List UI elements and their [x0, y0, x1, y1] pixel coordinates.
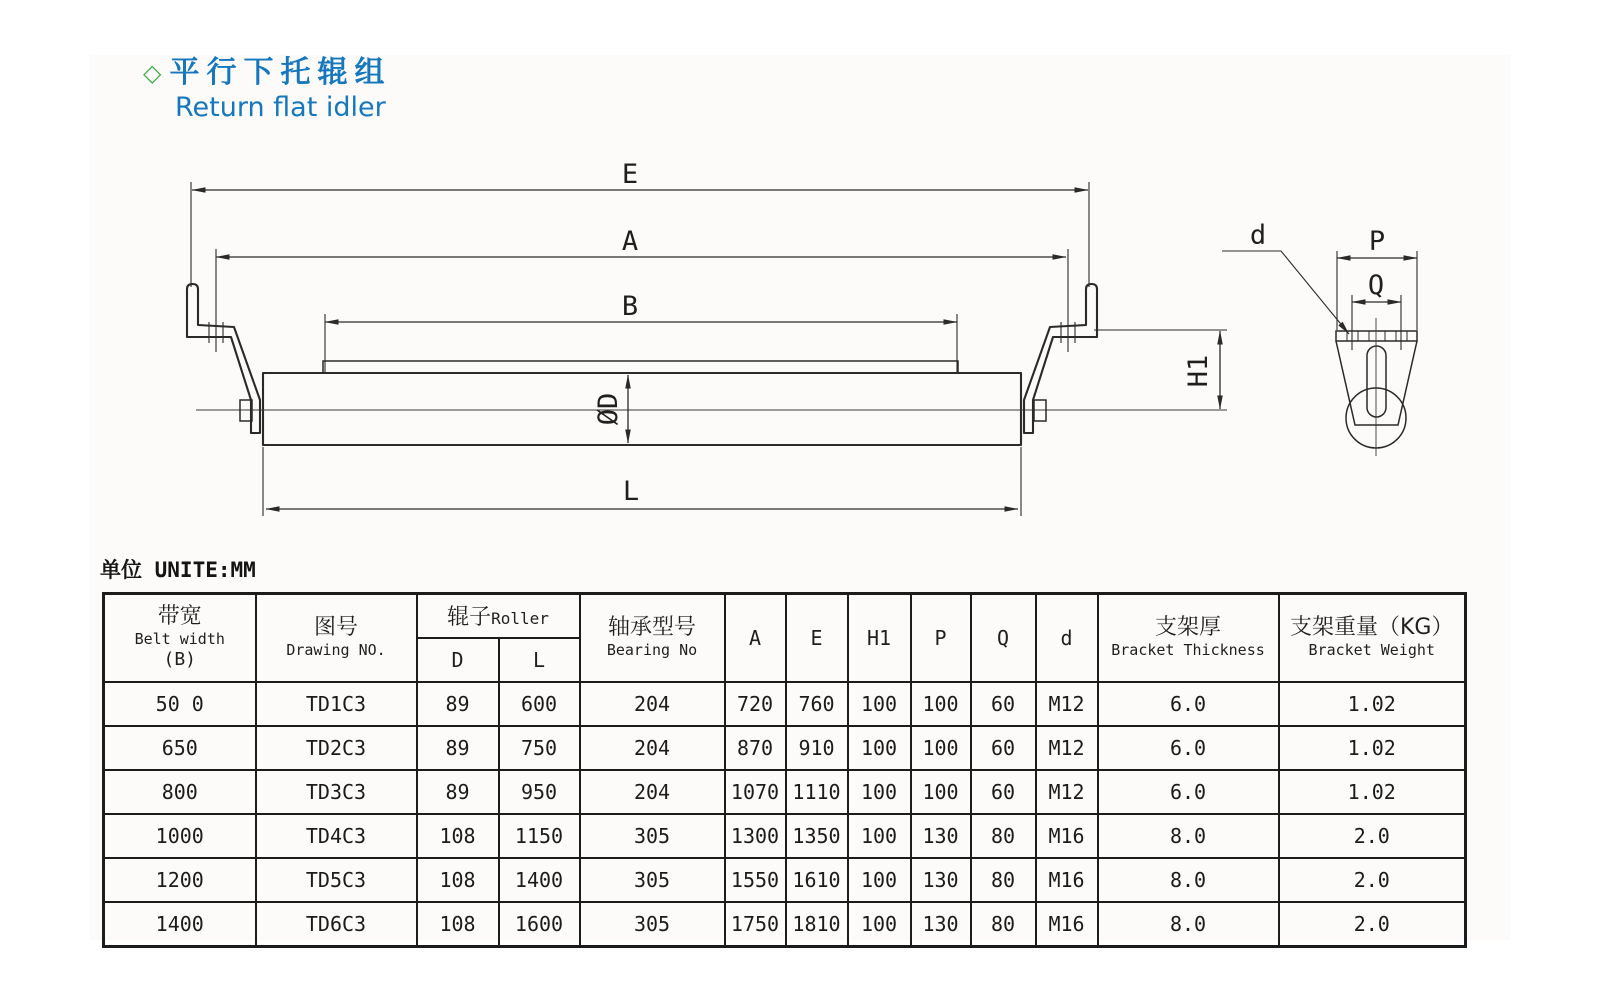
cell: 1300 [725, 814, 786, 858]
belt-width-sub: (B) [163, 649, 196, 671]
col-header-belt-width [104, 594, 256, 682]
cell: 80 [971, 858, 1036, 902]
bearing-en: Bearing No [606, 641, 698, 660]
spec-table [102, 592, 1467, 948]
cell: 100 [911, 682, 971, 726]
cell: 60 [971, 770, 1036, 814]
cell: 1.02 [1279, 770, 1466, 814]
cell: 108 [417, 814, 499, 858]
belt-width-en: Belt width [134, 630, 225, 649]
table-row [104, 814, 1466, 858]
cell: 1750 [725, 902, 786, 947]
table-row [104, 770, 1466, 814]
cell: M16 [1036, 858, 1098, 902]
cell: 2.0 [1279, 902, 1466, 947]
cell: 100 [848, 814, 911, 858]
col-header-bearing [580, 594, 725, 682]
unit-note: 单位 UNITE:MM [100, 558, 256, 582]
cell: 60 [971, 726, 1036, 770]
cell: 130 [911, 902, 971, 947]
cell: 1070 [725, 770, 786, 814]
right-axle-nut [1034, 400, 1046, 421]
cell: 305 [580, 814, 725, 858]
cell: TD2C3 [256, 726, 417, 770]
table-header [104, 594, 1466, 682]
dim-label-Q: Q [1367, 270, 1385, 301]
cell: 1810 [786, 902, 848, 947]
cell: 950 [499, 770, 580, 814]
dim-label-H1: H1 [1183, 354, 1214, 388]
page-title-zh: 平行下托辊组 [169, 55, 392, 90]
diamond-icon: ◇ [143, 59, 162, 87]
cell: 6.0 [1098, 682, 1279, 726]
bearing-zh: 轴承型号 [607, 615, 696, 641]
cell: TD3C3 [256, 770, 417, 814]
drawing-no-en: Drawing NO. [286, 641, 386, 660]
cell: 6.0 [1098, 726, 1279, 770]
belt-strip [323, 361, 958, 373]
col-header-roller-L: L [499, 638, 580, 682]
weight-en: Bracket Weight [1308, 641, 1435, 660]
thickness-en: Bracket Thickness [1111, 641, 1265, 660]
cell: TD1C3 [256, 682, 417, 726]
cell: 100 [848, 726, 911, 770]
table-row [104, 902, 1466, 947]
cell: M12 [1036, 726, 1098, 770]
cell: 130 [911, 858, 971, 902]
belt-width-zh: 带宽 [157, 604, 202, 630]
side-plate-hatch [1347, 331, 1407, 341]
cell: 1110 [786, 770, 848, 814]
cell: 1150 [499, 814, 580, 858]
cell: 800 [104, 770, 256, 814]
cell: 1400 [104, 902, 256, 947]
cell: 50 0 [104, 682, 256, 726]
page-title-en: Return flat idler [175, 92, 386, 123]
cell: 1.02 [1279, 726, 1466, 770]
cell: 130 [911, 814, 971, 858]
cell: 100 [911, 770, 971, 814]
cell: 1600 [499, 902, 580, 947]
dim-label-B: B [621, 291, 639, 322]
col-header-roller-D: D [417, 638, 499, 682]
leader-line-d [1222, 251, 1349, 334]
cell: TD5C3 [256, 858, 417, 902]
col-header-P: P [911, 594, 971, 682]
cell: TD4C3 [256, 814, 417, 858]
side-bolt-slot [1367, 346, 1386, 417]
cell: 720 [725, 682, 786, 726]
weight-zh: 支架重量（KG） [1290, 615, 1454, 641]
cell: 760 [786, 682, 848, 726]
cell: 60 [971, 682, 1036, 726]
cell: 1400 [499, 858, 580, 902]
cell: 305 [580, 902, 725, 947]
cell: 1200 [104, 858, 256, 902]
left-bracket [187, 284, 260, 433]
cell: 100 [911, 726, 971, 770]
dim-label-L: L [622, 476, 640, 507]
cell: 204 [580, 682, 725, 726]
table-body [104, 682, 1466, 947]
col-header-Q: Q [971, 594, 1036, 682]
drawing-no-zh: 图号 [313, 615, 358, 641]
cell: 1610 [786, 858, 848, 902]
right-bracket [1024, 284, 1097, 433]
col-header-drawing-no [256, 594, 417, 682]
table-row [104, 726, 1466, 770]
col-header-roller [417, 594, 580, 638]
cell: 100 [848, 858, 911, 902]
cell: 89 [417, 726, 499, 770]
cell: 8.0 [1098, 814, 1279, 858]
cell: 1.02 [1279, 682, 1466, 726]
spec-table-wrap [102, 592, 1467, 948]
dim-label-D: ØD [593, 392, 624, 426]
col-header-d: d [1036, 594, 1098, 682]
cell: 80 [971, 902, 1036, 947]
col-header-A: A [725, 594, 786, 682]
cell: 100 [848, 770, 911, 814]
cell: 2.0 [1279, 814, 1466, 858]
cell: 204 [580, 726, 725, 770]
cell: M12 [1036, 770, 1098, 814]
cell: TD6C3 [256, 902, 417, 947]
cell: 910 [786, 726, 848, 770]
dim-label-E: E [621, 159, 639, 190]
col-header-thickness [1098, 594, 1279, 682]
col-header-weight [1279, 594, 1466, 682]
cell: 6.0 [1098, 770, 1279, 814]
dim-label-A: A [621, 226, 639, 257]
cell: 750 [499, 726, 580, 770]
cell: 108 [417, 858, 499, 902]
cell: 1000 [104, 814, 256, 858]
cell: 8.0 [1098, 902, 1279, 947]
cell: 2.0 [1279, 858, 1466, 902]
cell: M12 [1036, 682, 1098, 726]
cell: 1350 [786, 814, 848, 858]
dim-label-P: P [1368, 226, 1386, 257]
cell: 108 [417, 902, 499, 947]
cell: 89 [417, 770, 499, 814]
roller-en: Roller [491, 609, 549, 629]
col-header-H1: H1 [848, 594, 911, 682]
cell: 1550 [725, 858, 786, 902]
cell: 100 [848, 902, 911, 947]
table-row [104, 858, 1466, 902]
cell: 80 [971, 814, 1036, 858]
roller-body [263, 373, 1021, 445]
cell: 8.0 [1098, 858, 1279, 902]
roller-zh: 辊子 [447, 605, 492, 631]
cell: M16 [1036, 902, 1098, 947]
cell: 89 [417, 682, 499, 726]
cell: 204 [580, 770, 725, 814]
cell: 870 [725, 726, 786, 770]
cell: M16 [1036, 814, 1098, 858]
table-row [104, 682, 1466, 726]
col-header-E: E [786, 594, 848, 682]
cell: 600 [499, 682, 580, 726]
cell: 100 [848, 682, 911, 726]
thickness-zh: 支架厚 [1154, 615, 1221, 641]
cell: 650 [104, 726, 256, 770]
cell: 305 [580, 858, 725, 902]
dim-label-d: d [1249, 220, 1267, 251]
